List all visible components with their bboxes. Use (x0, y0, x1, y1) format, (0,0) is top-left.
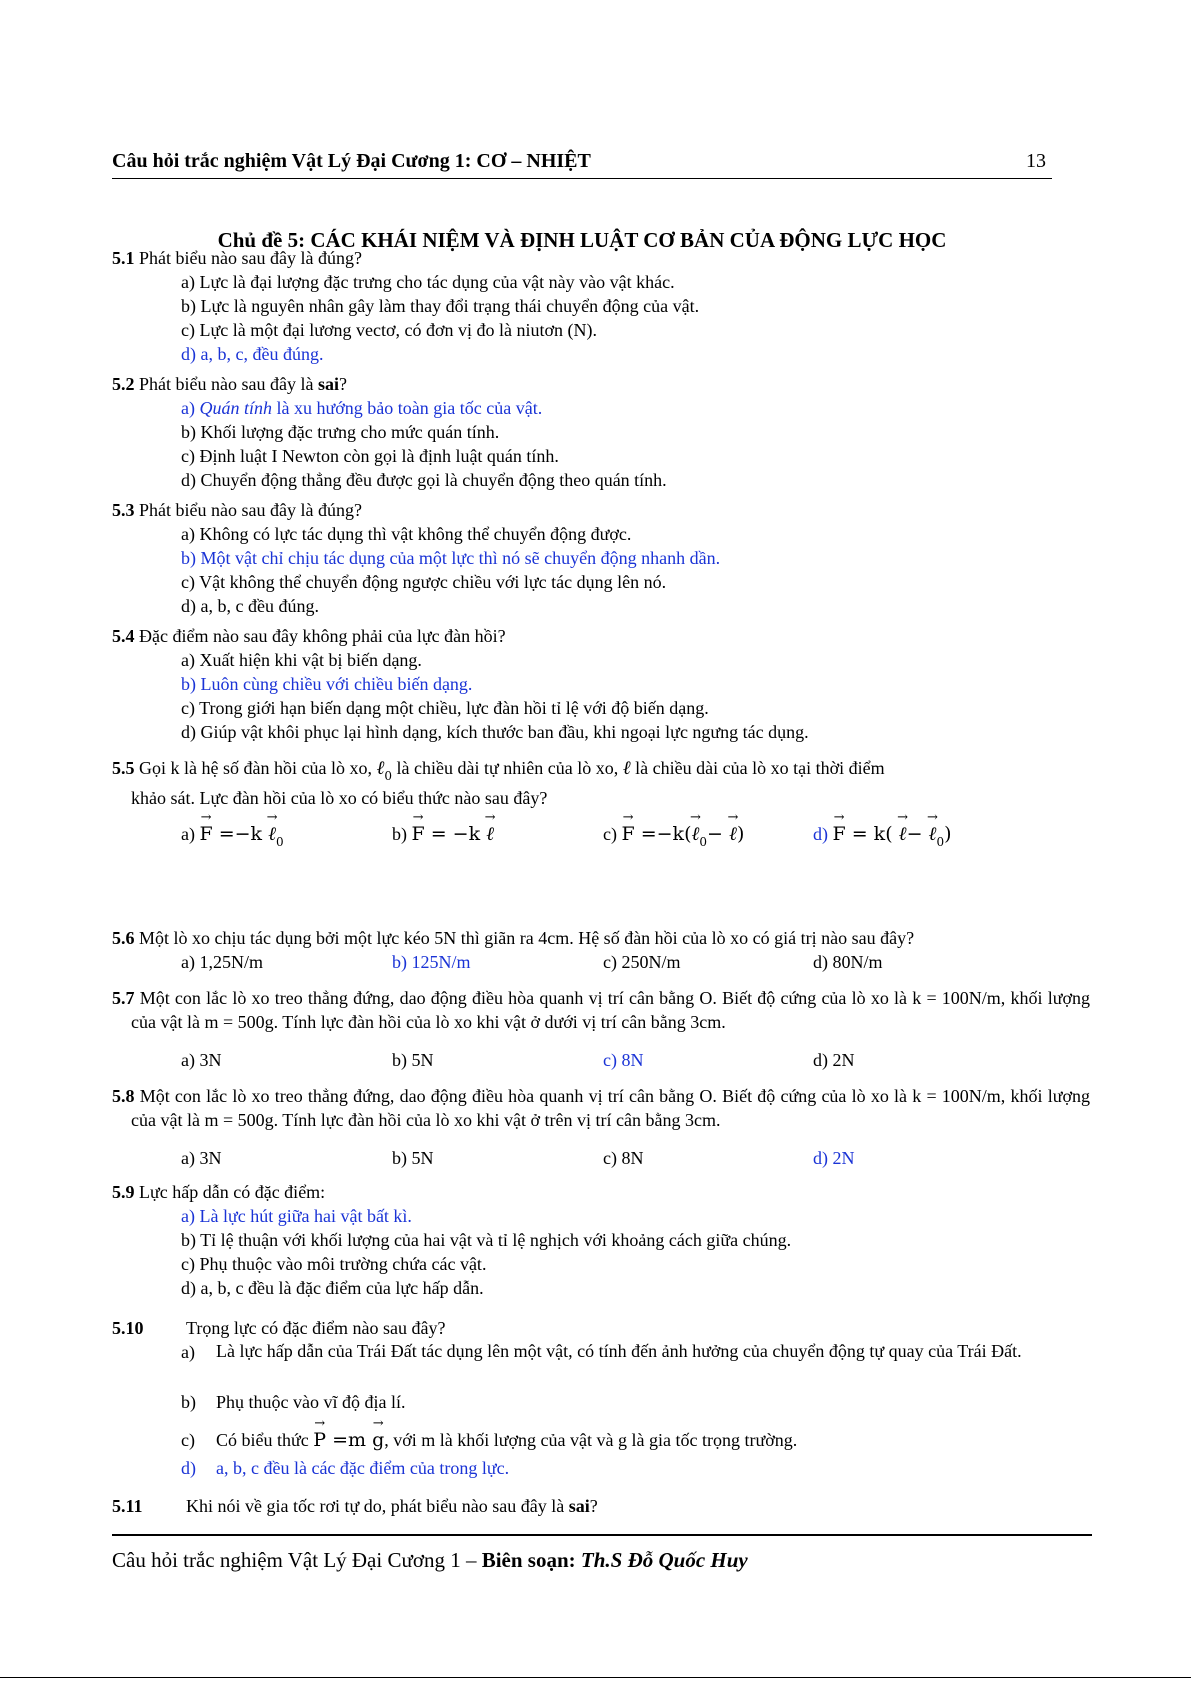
footer-label: Biên soạn: (481, 1548, 576, 1572)
option-c: c) Trong giới hạn biến dạng một chiều, lực đàn hồi tỉ lệ với độ biến dạng. (181, 698, 709, 718)
question-5-4 (112, 624, 1090, 648)
option-c (216, 1428, 797, 1452)
ell-symbol: ℓ (268, 823, 277, 845)
option-d: d) 80N/m (813, 952, 883, 972)
question-text-2: là chiều dài tự nhiên của lò xo, (396, 758, 619, 778)
option-b: b) Lực là nguyên nhân gây làm thay đổi trạng thái chuyển động của vật. (181, 296, 700, 316)
question-number: 5.7 (112, 988, 135, 1008)
question-text: Một con lắc lò xo treo thẳng đứng, dao động điều hòa quanh vị trí cân bằng O. Biết độ cứng của lò xo là k = 100N/m, khối lượng của vật là m = 500g. Tính lực đàn hồi của lò xo khi vật ở dưới vị trí cân bằng 3cm. (131, 988, 1090, 1032)
vector-F: → F (621, 822, 634, 846)
question-number: 5.4 (112, 626, 135, 646)
question-number: 5.8 (112, 1086, 135, 1106)
option-b-answer: b) 125N/m (392, 952, 471, 972)
footer-author: Th.S Đỗ Quốc Huy (580, 1548, 748, 1572)
question-text: Phát biểu nào sau đây là đúng? (139, 500, 362, 520)
option-a: a) Không có lực tác dụng thì vật không thể chuyển động được. (181, 524, 632, 544)
option-d-label: d) (181, 1458, 196, 1478)
option-label: b) (392, 824, 407, 844)
question-number: 5.11 (112, 1496, 143, 1516)
option-b-label: b) (181, 1392, 196, 1412)
keyword: sai (568, 1496, 590, 1516)
ell-symbol: ℓ (376, 757, 385, 779)
formula-a: → F =−k → ℓ$_0$ (199, 823, 283, 845)
option-d: d) a, b, c đều là đặc điểm của lực hấp dẫn. (181, 1278, 484, 1298)
question-text: Đặc điểm nào sau đây không phải của lực đàn hồi? (139, 626, 506, 646)
ell-symbol: ℓ (729, 823, 737, 845)
vector-g: → g (372, 1428, 384, 1452)
question-number: 5.3 (112, 500, 135, 520)
ell-symbol (623, 757, 631, 779)
question-5-6 (112, 926, 1090, 950)
question-text-3: là chiều dài của lò xo tại thời điểm (635, 758, 885, 778)
option-c: c) 250N/m (603, 952, 681, 972)
header-title: Câu hỏi trắc nghiệm Vật Lý Đại Cương 1: CƠ – NHIỆT (112, 150, 591, 172)
option-b-answer: b) Luôn cùng chiều với chiều biến dạng. (181, 674, 473, 694)
formula-c: → F =−k(→ ℓ$_0$− → ℓ) (621, 823, 744, 845)
question-5-1 (112, 246, 1090, 270)
question-5-5 (112, 756, 1090, 788)
vector-P: → P (313, 1428, 326, 1452)
bottom-border (0, 1677, 1191, 1678)
option-a-answer: a) Là lực hút giữa hai vật bất kì. (181, 1206, 412, 1226)
ell-symbol: ℓ (486, 823, 495, 845)
question-number: 5.1 (112, 248, 135, 268)
question-5-8 (112, 1084, 1090, 1132)
question-text: Khi nói về gia tốc rơi tự do, phát biểu nào sau đây là (186, 1496, 565, 1516)
option-b: b) 5N (392, 1050, 434, 1070)
option-d: d) Giúp vật khôi phục lại hình dạng, kích thước ban đầu, khi ngoại lực ngưng tác dụng. (181, 722, 809, 742)
question-number: 5.2 (112, 374, 135, 394)
ell-symbol-text: ℓ (622, 757, 631, 779)
option-label: a) (181, 398, 200, 418)
option-c: c) Lực là một đại lương vectơ, có đơn vị đo là niutơn (N). (181, 320, 597, 340)
question-number: 5.5 (112, 758, 135, 778)
option-text: là xu hướng bảo toàn gia tốc của vật. (272, 398, 543, 418)
formula-d: → F = k( → ℓ− → ℓ$_0$) (833, 823, 952, 845)
option-a-answer (181, 396, 542, 420)
option-d-answer: a, b, c đều là các đặc điểm của trong lực. (216, 1458, 510, 1478)
option-b: b) Tỉ lệ thuận với khối lượng của hai vật và tỉ lệ nghịch với khoảng cách giữa chúng. (181, 1230, 792, 1250)
option-a: a) Xuất hiện khi vật bị biến dạng. (181, 650, 422, 670)
page-footer (112, 1548, 748, 1573)
option-c: c) Phụ thuộc vào môi trường chứa các vật. (181, 1254, 487, 1274)
option-d-answer (813, 822, 952, 854)
option-d: d) 2N (813, 1050, 855, 1070)
option-a-label: a) (181, 1342, 195, 1362)
option-text-end: , với m là khối lượng của vật và g là gia tốc trọng trường. (384, 1430, 798, 1450)
option-c: c) Định luật I Newton còn gọi là định luật quán tính. (181, 446, 559, 466)
subscript-zero: 0 (936, 835, 945, 849)
option-a: Là lực hấp dẫn của Trái Đất tác dụng lên một vật, có tính đến ảnh hưởng của chuyển động tự quay của Trái Đất. (216, 1341, 1022, 1361)
option-c: c) 8N (603, 1148, 644, 1168)
page-header (112, 150, 1052, 179)
question-text: Lực hấp dẫn có đặc điểm: (139, 1182, 326, 1202)
footer-divider (112, 1534, 1092, 1536)
question-text: Trọng lực có đặc điểm nào sau đây? (186, 1318, 446, 1338)
option-a: a) 3N (181, 1148, 222, 1168)
vector-F: → F (412, 822, 425, 846)
question-number: 5.9 (112, 1182, 135, 1202)
ell-symbol: ℓ (691, 823, 700, 845)
option-italic: Quán tính (199, 398, 272, 418)
question-5-7 (112, 986, 1090, 1034)
option-b-answer: b) Một vật chỉ chịu tác dụng của một lực thì nó sẽ chuyển động nhanh dần. (181, 548, 721, 568)
ell-zero-symbol (376, 757, 393, 783)
option-label: d) (813, 824, 828, 844)
subscript-zero: 0 (384, 769, 393, 783)
option-a (181, 822, 284, 854)
question-5-10 (112, 1316, 1090, 1340)
ell-symbol: ℓ (898, 823, 907, 845)
option-label: c) (603, 824, 617, 844)
question-5-11 (112, 1494, 1090, 1518)
option-c (603, 822, 744, 854)
question-5-2 (112, 372, 1090, 396)
footer-text: Câu hỏi trắc nghiệm Vật Lý Đại Cương 1 – (112, 1548, 482, 1572)
option-b: b) Khối lượng đặc trưng cho mức quán tính. (181, 422, 500, 442)
vector-F: → F (199, 822, 212, 846)
question-text: Một lò xo chịu tác dụng bởi một lực kéo 5N thì giãn ra 4cm. Hệ số đàn hồi của lò xo có giá trị nào sau đây? (139, 928, 915, 948)
option-a: a) 3N (181, 1050, 222, 1070)
formula-b: → F = −k → ℓ (412, 823, 495, 845)
keyword: sai (317, 374, 339, 394)
question-text: Phát biểu nào sau đây là đúng? (139, 248, 362, 268)
option-b: b) 5N (392, 1148, 434, 1168)
page-number: 13 (1026, 150, 1046, 172)
option-c-answer: c) 8N (603, 1050, 644, 1070)
equals-m: =m (332, 1429, 367, 1451)
option-d-answer: d) a, b, c, đều đúng. (181, 344, 324, 364)
subscript-zero: 0 (276, 835, 284, 849)
question-text-1: Gọi k là hệ số đàn hồi của lò xo, (139, 758, 372, 778)
question-end: ? (338, 374, 347, 394)
option-d-answer: d) 2N (813, 1148, 855, 1168)
question-text-wrap (186, 1494, 598, 1518)
question-number: 5.10 (112, 1318, 144, 1338)
option-text: Có biểu thức (216, 1430, 309, 1450)
option-c-label: c) (181, 1430, 195, 1450)
subscript-zero: 0 (699, 835, 708, 849)
option-c: c) Vật không thể chuyển động ngược chiều với lực tác dụng lên nó. (181, 572, 667, 592)
topic-title: Chủ đề 5: CÁC KHÁI NIỆM VÀ ĐỊNH LUẬT CƠ BẢN CỦA ĐỘNG LỰC HỌC (217, 228, 947, 252)
question-5-3 (112, 498, 1090, 522)
ell-symbol: ℓ (928, 823, 937, 845)
question-end: ? (589, 1496, 598, 1516)
option-label: a) (181, 824, 195, 844)
question-5-5-line2: khảo sát. Lực đàn hồi của lò xo có biểu thức nào sau đây? (131, 788, 548, 808)
vector-F: → F (833, 822, 846, 846)
option-d: d) a, b, c đều đúng. (181, 596, 319, 616)
option-d: d) Chuyển động thẳng đều được gọi là chuyển động theo quán tính. (181, 470, 667, 490)
formula-P (313, 1429, 384, 1451)
question-5-9 (112, 1180, 1090, 1204)
option-a: a) Lực là đại lượng đặc trưng cho tác dụng của vật này vào vật khác. (181, 272, 675, 292)
question-text: Một con lắc lò xo treo thẳng đứng, dao động điều hòa quanh vị trí cân bằng O. Biết độ cứng của lò xo là k = 100N/m, khối lượng của vật là m = 500g. Tính lực đàn hồi của lò xo khi vật ở trên vị trí cân bằng 3cm. (131, 1086, 1090, 1130)
option-b (392, 822, 494, 846)
option-b: Phụ thuộc vào vĩ độ địa lí. (216, 1392, 406, 1412)
question-text: Phát biểu nào sau đây là (139, 374, 314, 394)
option-a: a) 1,25N/m (181, 952, 263, 972)
question-number: 5.6 (112, 928, 135, 948)
